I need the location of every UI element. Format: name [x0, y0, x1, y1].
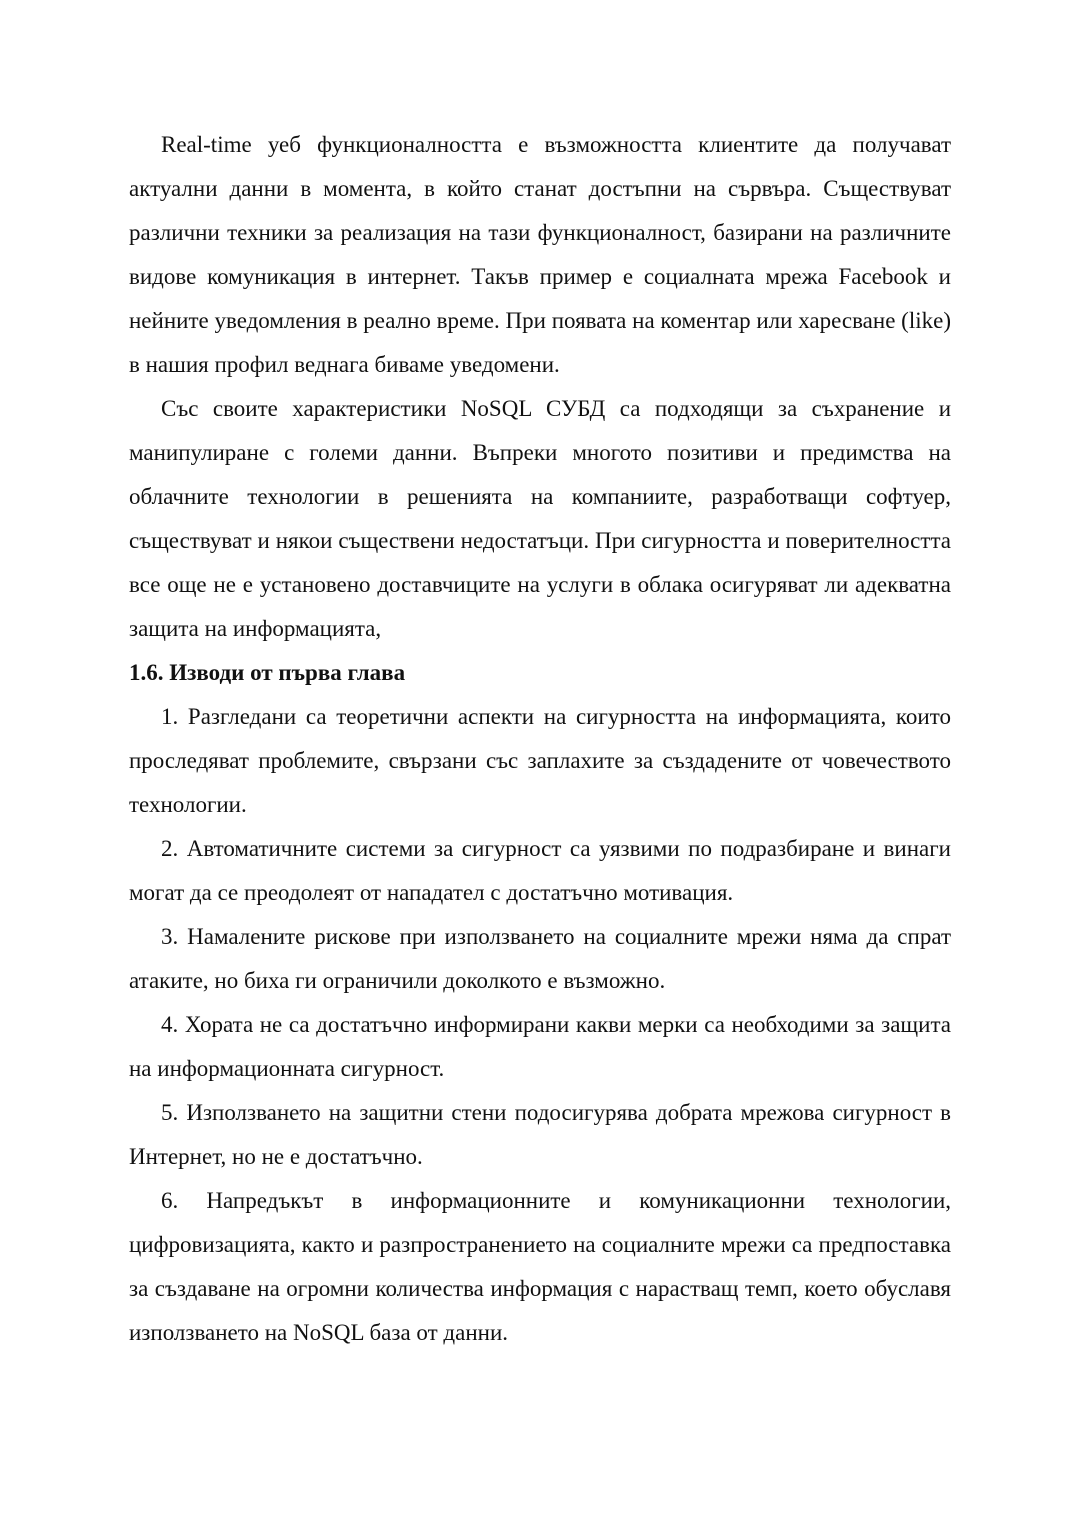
conclusion-item-2: 2. Автоматичните системи за сигурност са уязвими по подразбиране и винаги могат да се преодолеят от нападател с достатъчно мотивация. — [129, 836, 951, 905]
conclusion-item-5: 5. Използването на защитни стени подосигурява добрата мрежова сигурност в Интернет, но не е достатъчно. — [129, 1100, 951, 1169]
conclusion-item-6: 6. Напредъкът в информационните и комуникационни технологии, цифровизацията, както и разпространението на социалните мрежи са предпоставка за създаване на огромни количества информация с нарастващ темп, което обуславя използването на NoSQL база от данни. — [129, 1188, 951, 1345]
conclusion-item-3: 3. Намалените рискове при използването на социалните мрежи няма да спрат атаките, но биха ги ограничили доколкото е възможно. — [129, 924, 951, 993]
paragraph-nosql-cloud: Със своите характеристики NoSQL СУБД са подходящи за съхранение и манипулиране с големи данни. Въпреки многото позитиви и предимства на облачните технологии в решенията на компаниите, разработващи софтуер, съществуват и някои съществени недостатъци. При сигурността и поверителността все още не е установено доставчиците на услуги в облака осигуряват ли адекватна защита на информацията, — [129, 396, 951, 641]
section-heading: 1.6. Изводи от първа глава — [129, 660, 406, 685]
conclusion-item-1: 1. Разгледани са теоретични аспекти на сигурността на информацията, които проследяват проблемите, свързани със заплахите за създадените от човечеството технологии. — [129, 704, 951, 817]
paragraph-realtime-web: Real-time уеб функционалността е възможността клиентите да получават актуални данни в момента, в който станат достъпни на сървъра. Съществуват различни техники за реализация на тази функционалност, базирани на различните видове комуникация в интернет. Такъв пример е социалната мрежа Facebook и нейните уведомления в реално време. При появата на коментар или харесване (like) в нашия профил веднага биваме уведомени. — [129, 132, 951, 377]
conclusion-item-4: 4. Хората не са достатъчно информирани какви мерки са необходими за защита на информационната сигурност. — [129, 1012, 951, 1081]
document-page — [129, 123, 951, 1355]
